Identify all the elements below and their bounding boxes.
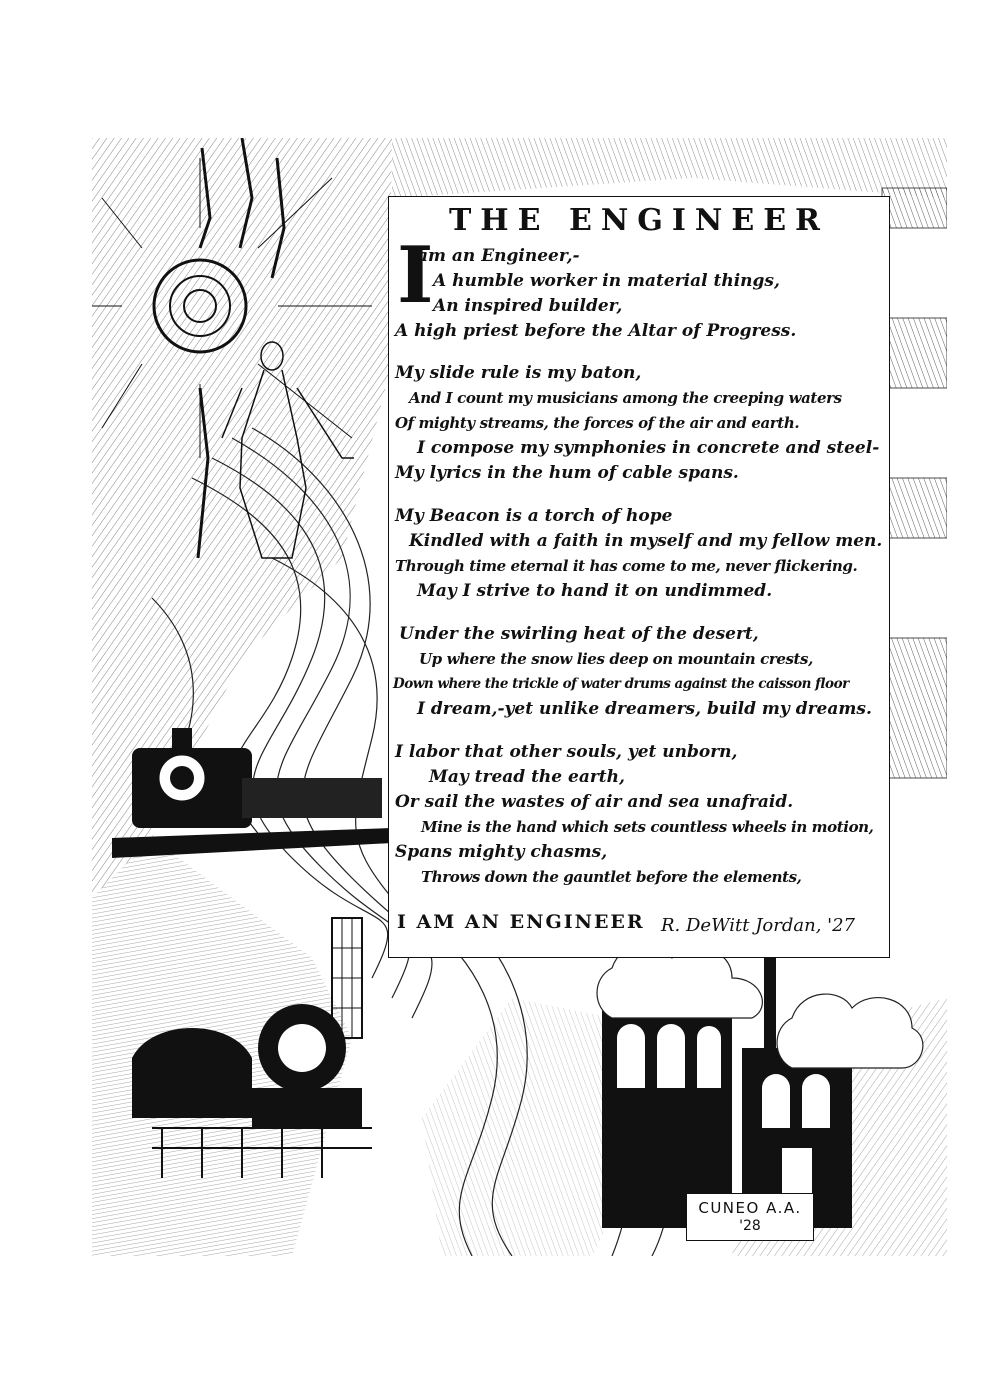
poem-line: I labor that other souls, yet unborn, xyxy=(395,742,738,762)
closing-line: I AM AN ENGINEER xyxy=(397,911,645,933)
poem-line: May I strive to hand it on undimmed. xyxy=(417,581,773,601)
poem-line: Mine is the hand which sets countless wheels in motion, xyxy=(421,818,874,836)
poem-line: And I count my musicians among the creeping waters xyxy=(409,389,842,407)
poem-line: Through time eternal it has come to me, never flickering. xyxy=(395,557,858,575)
poem-line: My lyrics in the hum of cable spans. xyxy=(395,463,739,483)
poem-line: A humble worker in material things, xyxy=(433,271,780,291)
poem-line: Kindled with a faith in myself and my fellow men. xyxy=(409,531,883,551)
poem-panel xyxy=(388,196,890,958)
poem-line: Of mighty streams, the forces of the air and earth. xyxy=(395,414,800,432)
artist-name: CUNEO A.A. xyxy=(698,1199,802,1217)
poem-line: A high priest before the Altar of Progress. xyxy=(395,321,797,341)
poem-title: THE ENGINEER xyxy=(448,203,829,238)
drop-cap: I xyxy=(397,230,434,321)
poem-line: May tread the earth, xyxy=(429,767,625,787)
poem-line: Throws down the gauntlet before the elements, xyxy=(421,868,802,886)
poem-line: My Beacon is a torch of hope xyxy=(395,506,673,526)
poem-line: My slide rule is my baton, xyxy=(395,363,642,383)
poem-line: Or sail the wastes of air and sea unafraid. xyxy=(395,792,794,812)
poem-line: am an Engineer,- xyxy=(417,246,580,266)
poem-author: R. DeWitt Jordan, '27 xyxy=(661,915,856,936)
artist-year: '28 xyxy=(739,1218,761,1234)
poem-line: I compose my symphonies in concrete and steel- xyxy=(417,438,880,458)
poem-line: I dream,-yet unlike dreamers, build my dreams. xyxy=(417,699,872,719)
artist-signature xyxy=(686,1193,814,1241)
poem-line: An inspired builder, xyxy=(433,296,623,316)
poem-line: Spans mighty chasms, xyxy=(395,842,608,862)
poem-line: Down where the trickle of water drums against the caisson floor xyxy=(393,676,849,692)
poem-line: Under the swirling heat of the desert, xyxy=(399,624,759,644)
poem-line: Up where the snow lies deep on mountain crests, xyxy=(419,650,813,668)
